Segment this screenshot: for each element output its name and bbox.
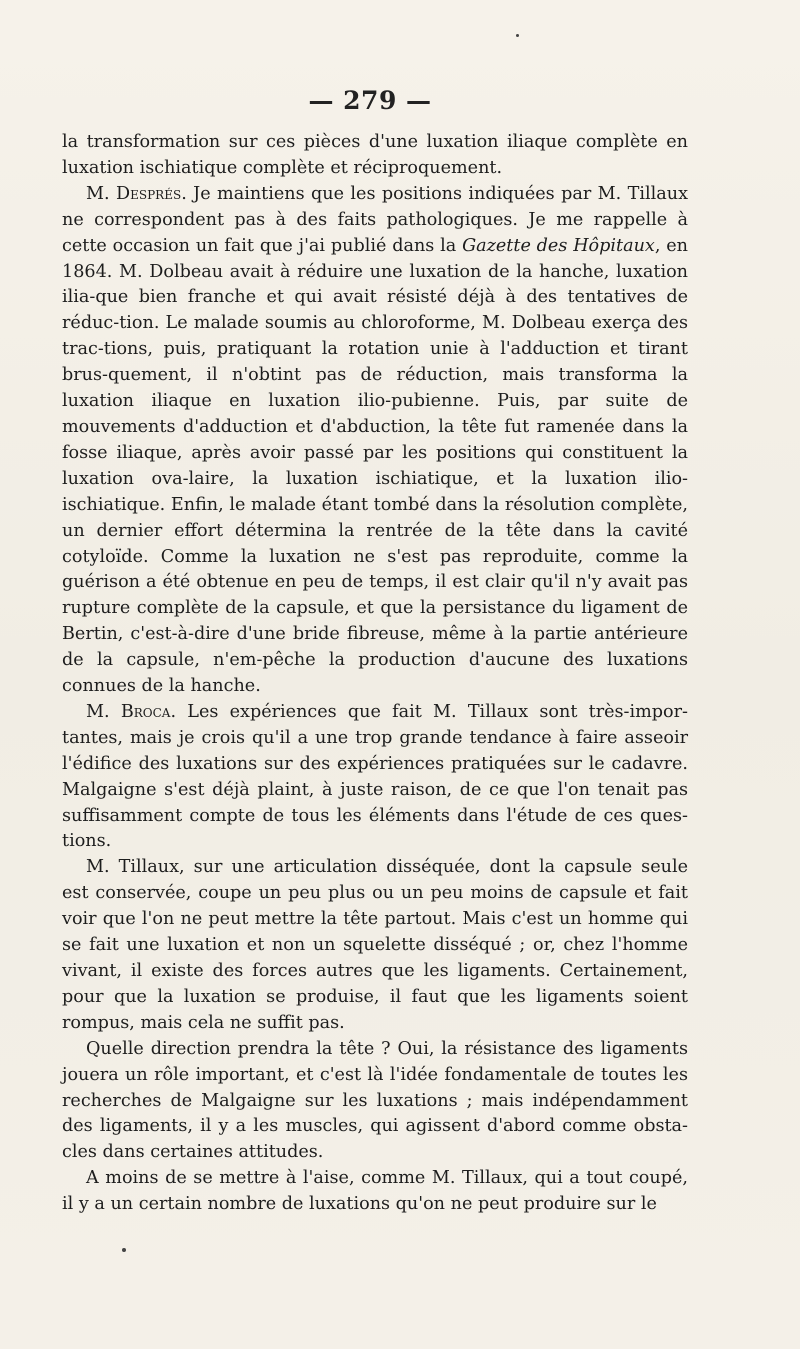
text-run: Quelle direction prendra la tête ? Oui, la résistance des ligaments jouera un rôle important, et c'est là l'idée fondamentale de toutes les recherches de Malgaigne sur les luxations ; mais indépendamment des ligaments, il y a les muscles, qui agissent d'abord comme obsta-cles dans certaines attitudes. (62, 1038, 688, 1163)
paragraph-3 (62, 700, 688, 855)
paragraph-5 (62, 1037, 688, 1167)
paragraph-1 (62, 130, 688, 182)
speaker-name: Després (116, 183, 182, 204)
text-run: A moins de se mettre à l'aise, comme M. Tillaux, qui a tout coupé, il y a un certain nombre de luxations qu'on ne peut produire sur le (62, 1168, 688, 1215)
body-text (62, 130, 688, 1218)
text-run: M. (86, 701, 121, 722)
page-number: — 279 — (308, 86, 432, 115)
ink-speck (516, 34, 519, 37)
paragraph-2 (62, 182, 688, 700)
text-run: . Les expériences que fait M. Tillaux sont très-impor-tantes, mais je crois qu'il a une trop grande tendance à faire asseoir l'édifice des luxations sur des expériences pratiquées sur le cadavre. Malgaigne s'est déjà plaint, à juste raison, de ce que l'on tenait pas suffisamment compte de tous les éléments dans l'étude de ces ques-tions. (62, 701, 689, 852)
journal-title: Gazette des Hôpitaux (462, 235, 655, 256)
ink-speck (122, 1248, 126, 1252)
text-run: . Je maintiens que les positions indiquées par M. Tillaux ne correspondent pas à des faits pathologiques. Je me rappelle à cette occasion un fait que j'ai publié dans la (62, 183, 688, 256)
paragraph-6 (62, 1166, 688, 1218)
text-run: la transformation sur ces pièces d'une luxation iliaque complète en luxation ischiatique complète et réciproquement. (62, 132, 688, 178)
text-run: M. Tillaux, sur une articulation disséquée, dont la capsule seule est conservée, coupe un peu plus ou un peu moins de capsule et fait voir que l'on ne peut mettre la tête partout. Mais c'est un homme qui se fait une luxation et non un squelette disséqué ; or, chez l'homme vivant, il existe des forces autres que les ligaments. Certainement, pour que la luxation se produise, il faut que les ligaments soient rompus, mais cela ne suffit pas. (62, 857, 688, 1033)
speaker-name: Broca (120, 701, 171, 722)
paragraph-4 (62, 855, 688, 1036)
text-run: , en 1864. M. Dolbeau avait à réduire une luxation de la hanche, luxation ilia-que bien franche et qui avait résisté déjà à des tentatives de réduc-tion. Le malade soumis au chloroforme, M. Dolbeau exerça des trac-tions, puis, pratiquant la rotation unie à l'adduction et tirant brus-quement, il n'obtint pas de réduction, mais transforma la luxation iliaque en luxation ilio-pubienne. Puis, par suite de mouvements d'adduction et d'abduction, la tête fut ramenée dans la fosse iliaque, après avoir passé par les positions qui constituent la luxation ova-laire, la luxation ischiatique, et la luxation ilio-ischiatique. Enfin, le malade étant tombé dans la résolution complète, un dernier effort détermina la rentrée de la tête dans la cavité cotyloïde. Comme la luxation ne s'est pas reproduite, comme la guérison a été obtenue en peu de temps, il est clair qu'il n'y avait pas rupture complète de la capsule, et que la persistance du ligament de Bertin, c'est-à-dire d'une bride fibreuse, même à la partie antérieure de la capsule, n'em-pêche la production d'aucune des luxations connues de la hanche. (62, 235, 688, 697)
text-run: M. (86, 183, 116, 204)
